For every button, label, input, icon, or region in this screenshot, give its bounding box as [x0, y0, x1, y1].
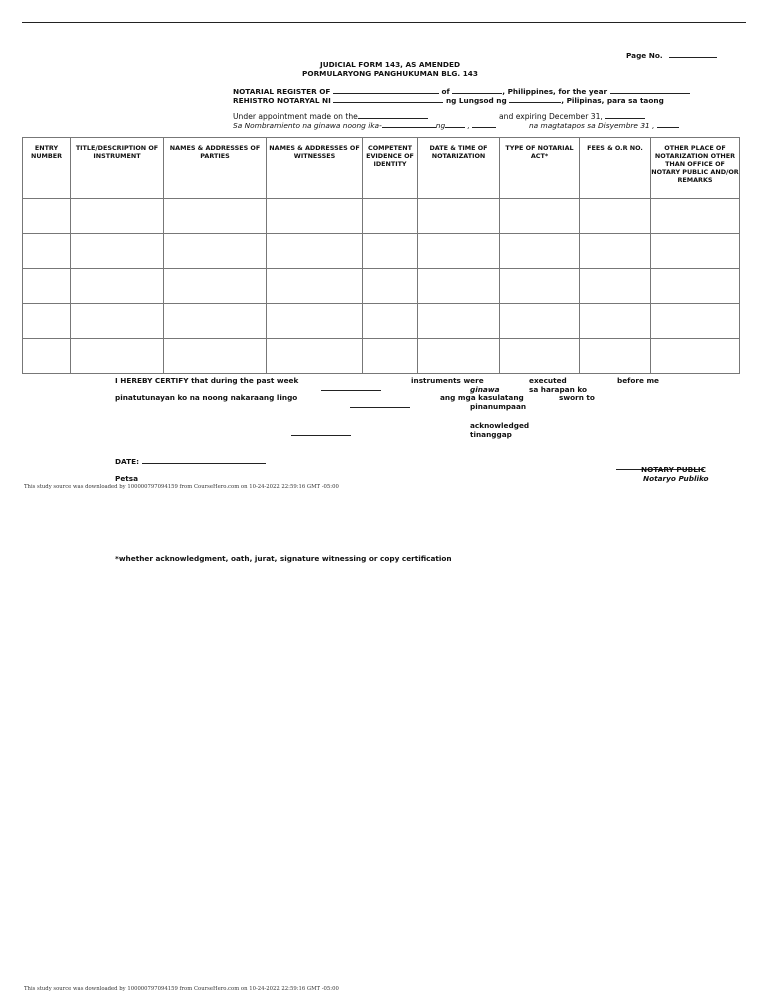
acknowledged-label: acknowledged — [470, 421, 530, 430]
appointment-label: Under appointment made on the — [233, 112, 358, 121]
notaryo-publiko-label: Notaryo Publiko — [643, 474, 709, 483]
table-cell[interactable] — [71, 304, 164, 339]
lungsod-label: ng Lungsod ng — [445, 96, 507, 105]
col-fees: FEES & O.R NO. — [580, 138, 651, 199]
table-cell[interactable] — [23, 304, 71, 339]
lungsod-blank[interactable] — [509, 95, 561, 103]
date-blank[interactable] — [142, 456, 266, 464]
table-cell[interactable] — [418, 234, 500, 269]
city-blank[interactable] — [452, 86, 502, 94]
taong-label: , Pilipinas, para sa taong — [561, 96, 664, 105]
sworn-to-label: sworn to — [559, 393, 595, 402]
table-cell[interactable] — [363, 199, 418, 234]
ng-blank[interactable] — [445, 120, 465, 128]
table-cell[interactable] — [500, 339, 580, 374]
instruments-were-label: instruments were — [411, 376, 484, 385]
table-cell[interactable] — [164, 339, 267, 374]
lingo-count-blank[interactable] — [350, 400, 410, 408]
download-watermark-top: This study source was downloaded by 100000797094159 from CourseHero.com on 10-24-2022 22:59:16 GMT -05:00 — [24, 484, 339, 490]
table-cell[interactable] — [651, 269, 740, 304]
table-cell[interactable] — [71, 234, 164, 269]
week-count-blank[interactable] — [321, 383, 381, 391]
register-of-label: NOTARIAL REGISTER OF — [233, 87, 331, 96]
col-evidence-identity: COMPETENT EVIDENCE OF IDENTITY — [363, 138, 418, 199]
table-cell[interactable] — [580, 339, 651, 374]
executed-label: executed — [529, 376, 567, 385]
form-title-filipino: PORMULARYONG PANGHUKUMAN BLG. 143 — [302, 69, 478, 78]
download-watermark-bottom: This study source was downloaded by 100000797094159 from CourseHero.com on 10-24-2022 22:59:16 GMT -05:00 — [24, 986, 339, 992]
petsa-label: Petsa — [115, 474, 139, 483]
table-row — [23, 339, 740, 374]
table-cell[interactable] — [418, 339, 500, 374]
year-blank[interactable] — [610, 86, 690, 94]
table-cell[interactable] — [267, 269, 363, 304]
col-notarial-act: TYPE OF NOTARIAL ACT* — [500, 138, 580, 199]
disyembre-year-blank[interactable] — [657, 120, 679, 128]
rehistro-label: REHISTRO NOTARYAL NI — [233, 96, 331, 105]
sa-harapan-ko-label: sa harapan ko — [529, 385, 588, 394]
notaryo-name-blank[interactable] — [333, 95, 443, 103]
table-cell[interactable] — [500, 234, 580, 269]
table-cell[interactable] — [580, 234, 651, 269]
page-number-label: Page No. — [626, 51, 663, 60]
col-other-place: OTHER PLACE OF NOTARIZATION OTHER THAN OFFICE OF NOTARY PUBLIC AND/OR REMARKS — [651, 138, 740, 199]
table-cell[interactable] — [267, 339, 363, 374]
table-cell[interactable] — [500, 304, 580, 339]
footnote: *whether acknowledgment, oath, jurat, signature witnessing or copy certification — [115, 554, 452, 563]
table-cell[interactable] — [651, 234, 740, 269]
ang-mga-kasulatang-label: ang mga kasulatang — [440, 393, 524, 402]
table-cell[interactable] — [418, 199, 500, 234]
table-cell[interactable] — [267, 199, 363, 234]
expiring-year-blank[interactable] — [605, 111, 645, 119]
expiring-label: and expiring December 31, — [499, 112, 603, 121]
table-cell[interactable] — [363, 339, 418, 374]
table-cell[interactable] — [71, 199, 164, 234]
top-rule — [22, 22, 746, 23]
table-cell[interactable] — [580, 269, 651, 304]
form-title: JUDICIAL FORM 143, AS AMENDED — [319, 60, 460, 69]
table-cell[interactable] — [651, 304, 740, 339]
date-line — [115, 456, 266, 466]
table-cell[interactable] — [164, 234, 267, 269]
col-witnesses: NAMES & ADDRESSES OF WITNESSES — [267, 138, 363, 199]
disyembre-line — [529, 120, 679, 130]
col-date-time: DATE & TIME OF NOTARIZATION — [418, 138, 500, 199]
register-line-filipino — [233, 95, 664, 105]
table-cell[interactable] — [23, 199, 71, 234]
page-number-blank[interactable] — [669, 50, 717, 58]
col-title-description: TITLE/DESCRIPTION OF INSTRUMENT — [71, 138, 164, 199]
notarial-register-table — [22, 137, 740, 374]
col-parties: NAMES & ADDRESSES OF PARTIES — [164, 138, 267, 199]
table-cell[interactable] — [164, 304, 267, 339]
table-cell[interactable] — [164, 269, 267, 304]
table-cell[interactable] — [651, 339, 740, 374]
ng-label: ng — [435, 121, 446, 130]
ginawa-label: ginawa — [470, 385, 500, 394]
year-short-blank[interactable] — [472, 120, 496, 128]
table-cell[interactable] — [580, 304, 651, 339]
table-header-row — [23, 138, 740, 199]
appointment-date-blank[interactable] — [358, 111, 428, 119]
certify-filipino: pinatutunayan ko na noong nakaraang lingo — [115, 393, 298, 402]
table-cell[interactable] — [363, 234, 418, 269]
pinanumpaan-label: pinanumpaan — [470, 402, 527, 411]
date-label: DATE: — [115, 457, 140, 466]
table-cell[interactable] — [363, 304, 418, 339]
table-cell[interactable] — [23, 339, 71, 374]
table-cell[interactable] — [363, 269, 418, 304]
table-cell[interactable] — [23, 234, 71, 269]
table-cell[interactable] — [23, 269, 71, 304]
table-cell[interactable] — [71, 269, 164, 304]
register-of-connector: of — [441, 87, 450, 96]
table-row — [23, 304, 740, 339]
appointment-line-filipino: Sa Nombramiento na ginawa noong ika- ng , — [233, 120, 496, 130]
notary-public-label: NOTARY PUBLIC — [641, 465, 706, 474]
table-cell[interactable] — [164, 199, 267, 234]
before-me-label: before me — [617, 376, 659, 385]
table-cell[interactable] — [651, 199, 740, 234]
table-cell[interactable] — [418, 304, 500, 339]
ika-blank[interactable] — [382, 120, 436, 128]
col-entry-number: ENTRY NUMBER — [23, 138, 71, 199]
table-row — [23, 199, 740, 234]
certify-english: I HEREBY CERTIFY that during the past week — [115, 376, 299, 385]
table-cell[interactable] — [71, 339, 164, 374]
table-cell[interactable] — [580, 199, 651, 234]
table-row — [23, 234, 740, 269]
table-cell[interactable] — [267, 304, 363, 339]
acknowledged-count-blank[interactable] — [291, 428, 351, 436]
table-cell[interactable] — [500, 269, 580, 304]
notary-name-blank[interactable] — [333, 86, 439, 94]
nombramiento-label: Sa Nombramiento na ginawa noong ika- — [233, 121, 382, 130]
table-cell[interactable] — [267, 234, 363, 269]
page-number-line — [626, 50, 717, 60]
tinanggap-label: tinanggap — [470, 430, 512, 439]
table-cell[interactable] — [500, 199, 580, 234]
table-row — [23, 269, 740, 304]
register-year-label: , Philippines, for the year — [502, 87, 608, 96]
disyembre-label: na magtatapos sa Disyembre 31 , — [529, 121, 655, 130]
table-cell[interactable] — [418, 269, 500, 304]
